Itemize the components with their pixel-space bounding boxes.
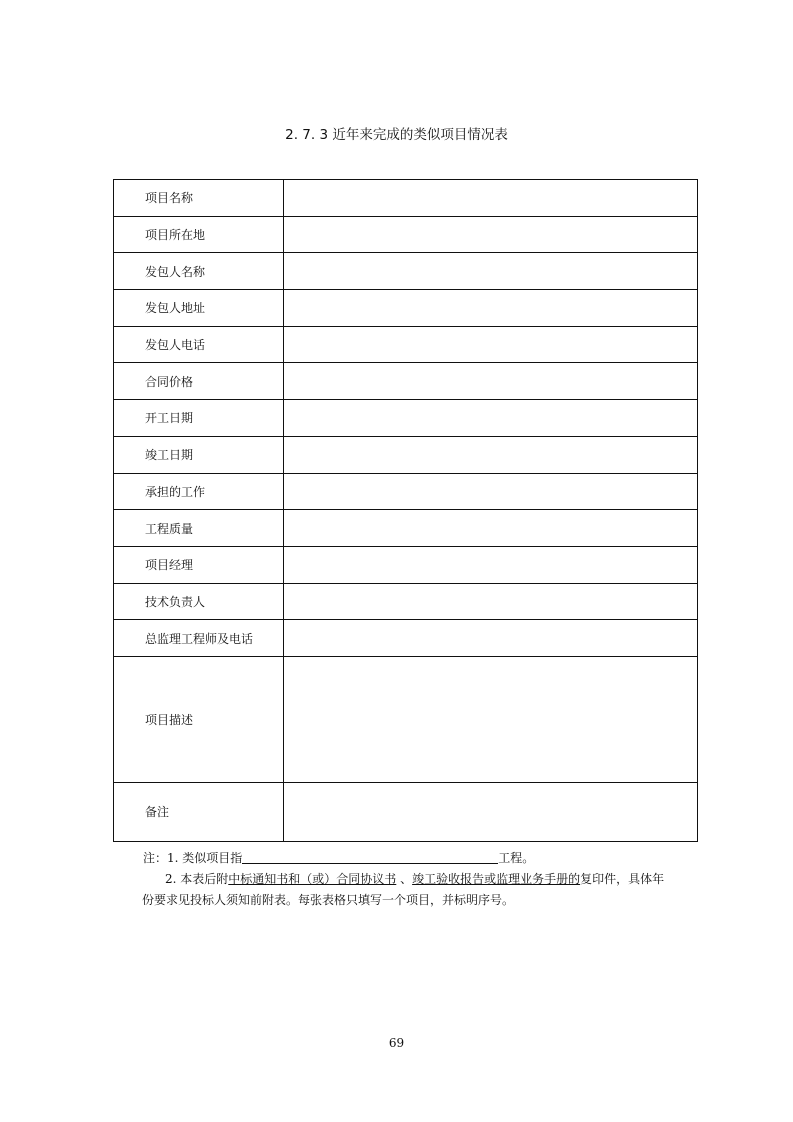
value-cell[interactable] [284, 216, 698, 253]
table-row [114, 656, 698, 782]
note-1-suffix: 工程。 [498, 851, 535, 865]
value-cell[interactable] [284, 400, 698, 437]
note-2-end: 复印件，具体年 [580, 872, 665, 886]
note-1-blank-line[interactable] [242, 850, 498, 864]
value-cell[interactable] [284, 583, 698, 620]
note-2-underlined-1: 中标通知书和（或）合同协议书 [228, 872, 397, 886]
row-label: 项目描述 [114, 656, 284, 782]
table-row [114, 782, 698, 841]
note-2-start: 2. 本表后附 [165, 872, 229, 886]
table-row [114, 326, 698, 363]
page-number: 69 [388, 1036, 405, 1050]
note-2-continuation: 份要求见投标人须知前附表。每张表格只填写一个项目，并标明序号。 [142, 893, 515, 907]
value-cell[interactable] [284, 290, 698, 327]
row-label: 项目所在地 [114, 216, 284, 253]
table-row [114, 436, 698, 473]
value-cell[interactable] [284, 436, 698, 473]
table-row [114, 473, 698, 510]
note-1-prefix: 注：1. 类似项目指 [143, 851, 243, 865]
row-label: 合同价格 [114, 363, 284, 400]
row-label: 项目经理 [114, 546, 284, 583]
table-row [114, 216, 698, 253]
table-row [114, 583, 698, 620]
page-title: 2. 7. 3 近年来完成的类似项目情况表 [285, 127, 508, 143]
value-cell[interactable] [284, 363, 698, 400]
row-label: 项目名称 [114, 180, 284, 217]
project-info-table [113, 179, 698, 842]
table-row [114, 546, 698, 583]
value-cell[interactable] [284, 510, 698, 547]
value-cell[interactable] [284, 180, 698, 217]
value-cell[interactable] [284, 253, 698, 290]
table-notes [143, 848, 703, 911]
row-label: 总监理工程师及电话 [114, 620, 284, 657]
note-2-separator: 、 [396, 872, 413, 886]
row-label: 发包人名称 [114, 253, 284, 290]
value-cell[interactable] [284, 546, 698, 583]
table-row [114, 510, 698, 547]
table-row [114, 620, 698, 657]
row-label: 竣工日期 [114, 436, 284, 473]
value-cell[interactable] [284, 326, 698, 363]
value-cell[interactable] [284, 473, 698, 510]
table-row [114, 180, 698, 217]
row-label: 发包人地址 [114, 290, 284, 327]
row-label: 技术负责人 [114, 583, 284, 620]
row-label: 开工日期 [114, 400, 284, 437]
note-1 [143, 848, 703, 869]
row-label: 工程质量 [114, 510, 284, 547]
row-label: 发包人电话 [114, 326, 284, 363]
table-row [114, 400, 698, 437]
row-label: 备注 [114, 782, 284, 841]
note-2 [143, 869, 703, 890]
value-cell[interactable] [284, 656, 698, 782]
note-2-underlined-2: 竣工验收报告或监理业务手册的 [412, 872, 581, 886]
table-row [114, 253, 698, 290]
table-row [114, 363, 698, 400]
value-cell[interactable] [284, 782, 698, 841]
value-cell[interactable] [284, 620, 698, 657]
table-row [114, 290, 698, 327]
row-label: 承担的工作 [114, 473, 284, 510]
